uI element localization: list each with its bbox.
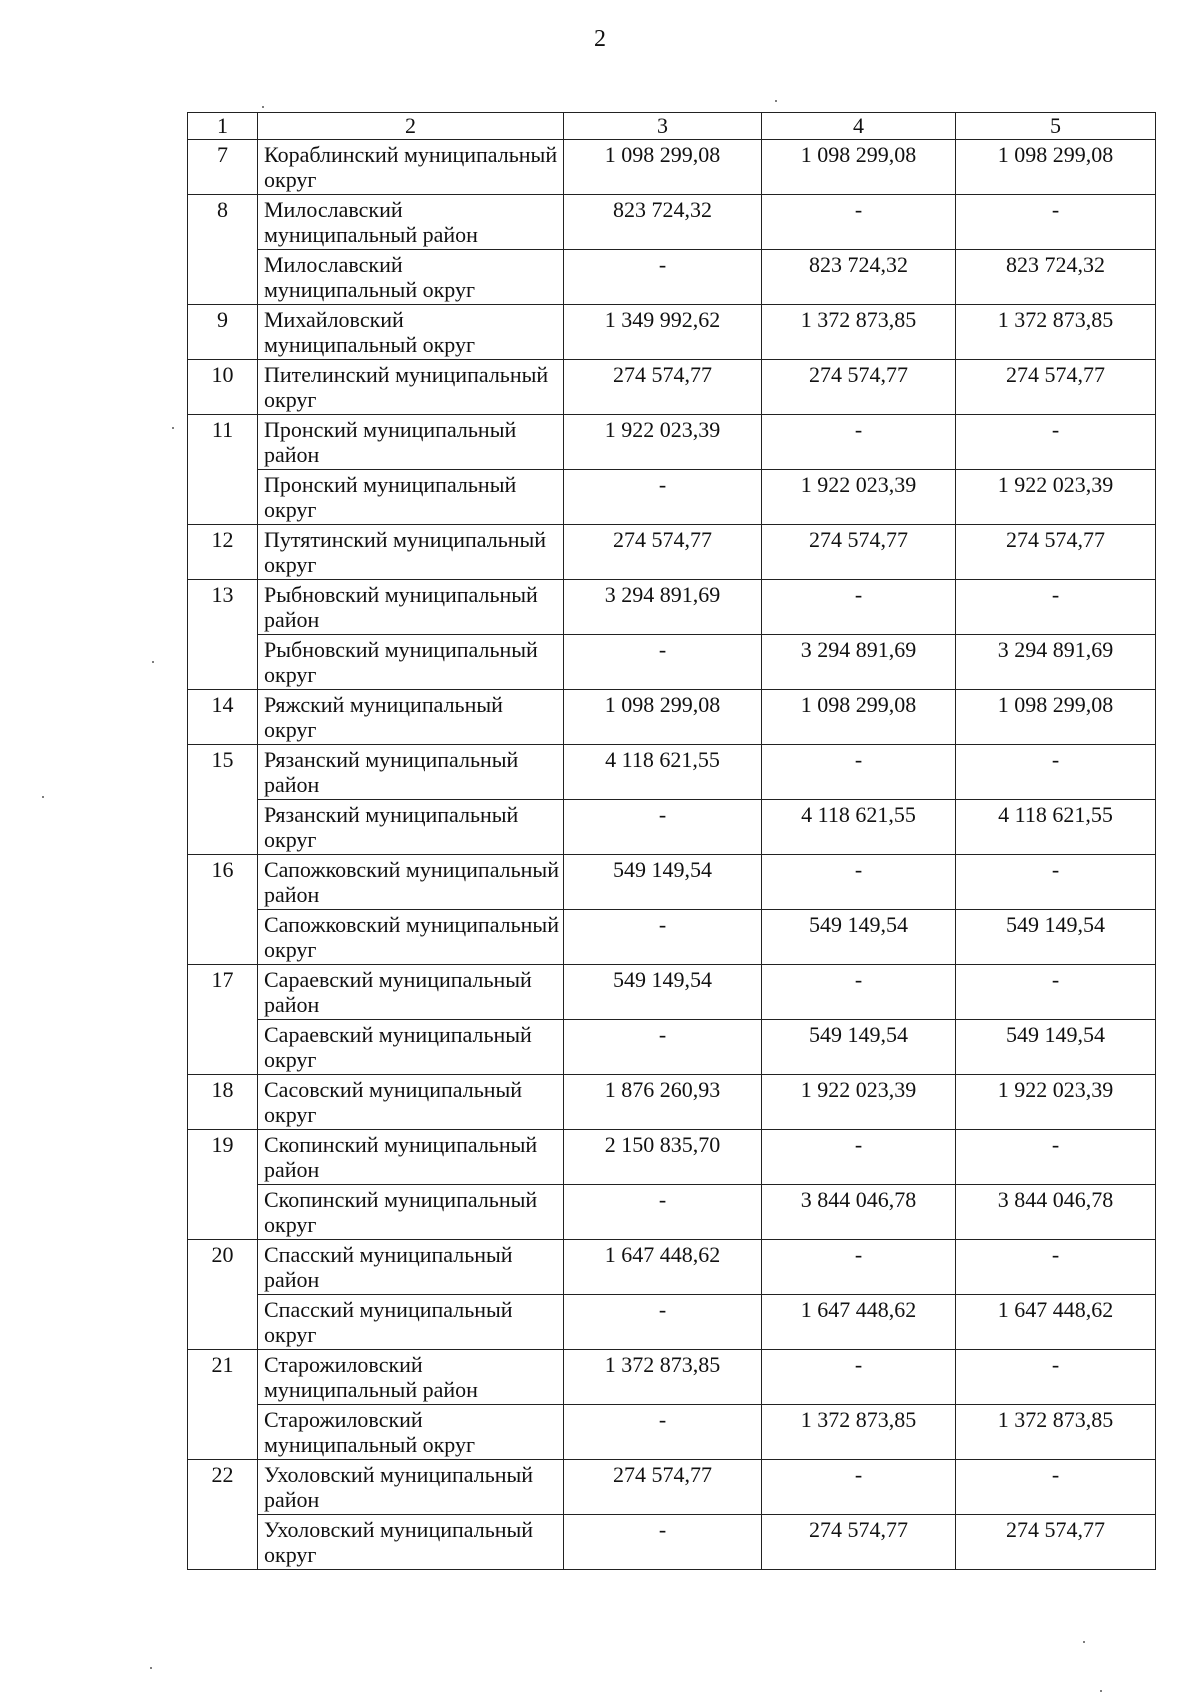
value-cell-col3: 1 098 299,08 xyxy=(564,140,762,195)
table-row xyxy=(188,140,1156,195)
value-cell-col3: 1 098 299,08 xyxy=(564,690,762,745)
table-row xyxy=(188,855,1156,910)
value-cell-col3: 549 149,54 xyxy=(564,965,762,1020)
municipality-name-cell: Путятинский муниципальный округ xyxy=(258,525,564,580)
municipality-name-cell: Рязанский муниципальный округ xyxy=(258,800,564,855)
value-cell-col5: 274 574,77 xyxy=(956,1515,1156,1570)
table-row xyxy=(188,965,1156,1020)
value-cell-col5: 1 098 299,08 xyxy=(956,690,1156,745)
value-cell-col5: 3 294 891,69 xyxy=(956,635,1156,690)
municipality-name-cell: Старожиловский муниципальный округ xyxy=(258,1405,564,1460)
row-number-cell: 13 xyxy=(188,580,258,690)
row-number-cell: 21 xyxy=(188,1350,258,1460)
scan-speck xyxy=(172,427,174,429)
table-row xyxy=(188,635,1156,690)
value-cell-col3: 1 876 260,93 xyxy=(564,1075,762,1130)
column-header-3: 3 xyxy=(564,113,762,140)
municipality-name-cell: Ряжский муниципальный округ xyxy=(258,690,564,745)
value-cell-col4: - xyxy=(762,855,956,910)
municipality-name-cell: Милославский муниципальный округ xyxy=(258,250,564,305)
row-number-cell: 9 xyxy=(188,305,258,360)
value-cell-col4: - xyxy=(762,580,956,635)
table-row xyxy=(188,910,1156,965)
scan-speck xyxy=(150,1667,152,1669)
row-number-cell: 8 xyxy=(188,195,258,305)
column-header-4: 4 xyxy=(762,113,956,140)
municipality-name-cell: Скопинский муниципальный район xyxy=(258,1130,564,1185)
municipality-name-cell: Сараевский муниципальный район xyxy=(258,965,564,1020)
table-row xyxy=(188,1460,1156,1515)
value-cell-col5: - xyxy=(956,1460,1156,1515)
table-row xyxy=(188,1350,1156,1405)
value-cell-col5: 823 724,32 xyxy=(956,250,1156,305)
municipality-name-cell: Ухоловский муниципальный район xyxy=(258,1460,564,1515)
table-row xyxy=(188,1240,1156,1295)
value-cell-col3: 1 922 023,39 xyxy=(564,415,762,470)
value-cell-col3: 823 724,32 xyxy=(564,195,762,250)
value-cell-col5: 3 844 046,78 xyxy=(956,1185,1156,1240)
value-cell-col4: - xyxy=(762,965,956,1020)
municipality-name-cell: Кораблинский муниципальный округ xyxy=(258,140,564,195)
table-row xyxy=(188,1075,1156,1130)
column-header-5: 5 xyxy=(956,113,1156,140)
row-number-cell: 14 xyxy=(188,690,258,745)
municipality-name-cell: Милославский муниципальный район xyxy=(258,195,564,250)
row-number-cell: 16 xyxy=(188,855,258,965)
value-cell-col5: 549 149,54 xyxy=(956,910,1156,965)
value-cell-col3: - xyxy=(564,1295,762,1350)
value-cell-col4: - xyxy=(762,1240,956,1295)
table-row xyxy=(188,690,1156,745)
municipality-name-cell: Пронский муниципальный район xyxy=(258,415,564,470)
row-number-cell: 19 xyxy=(188,1130,258,1240)
municipality-name-cell: Спасский муниципальный округ xyxy=(258,1295,564,1350)
value-cell-col3: - xyxy=(564,250,762,305)
value-cell-col5: 1 372 873,85 xyxy=(956,305,1156,360)
value-cell-col3: - xyxy=(564,1515,762,1570)
value-cell-col5: 1 098 299,08 xyxy=(956,140,1156,195)
table-row xyxy=(188,470,1156,525)
value-cell-col4: 1 098 299,08 xyxy=(762,690,956,745)
value-cell-col3: 2 150 835,70 xyxy=(564,1130,762,1185)
value-cell-col4: - xyxy=(762,195,956,250)
value-cell-col4: - xyxy=(762,1460,956,1515)
row-number-cell: 7 xyxy=(188,140,258,195)
municipality-name-cell: Спасский муниципальный район xyxy=(258,1240,564,1295)
scan-speck xyxy=(42,796,44,798)
table-row xyxy=(188,195,1156,250)
value-cell-col5: - xyxy=(956,195,1156,250)
table-row xyxy=(188,580,1156,635)
value-cell-col5: - xyxy=(956,1350,1156,1405)
value-cell-col3: - xyxy=(564,470,762,525)
page-number: 2 xyxy=(594,26,606,52)
municipality-name-cell: Рыбновский муниципальный округ xyxy=(258,635,564,690)
value-cell-col4: - xyxy=(762,415,956,470)
scan-speck xyxy=(1100,1690,1102,1692)
table-row xyxy=(188,360,1156,415)
value-cell-col4: 1 922 023,39 xyxy=(762,1075,956,1130)
value-cell-col5: - xyxy=(956,415,1156,470)
value-cell-col4: 1 372 873,85 xyxy=(762,1405,956,1460)
table-row xyxy=(188,1130,1156,1185)
row-number-cell: 22 xyxy=(188,1460,258,1570)
value-cell-col4: 1 098 299,08 xyxy=(762,140,956,195)
value-cell-col3: 549 149,54 xyxy=(564,855,762,910)
municipality-name-cell: Пронский муниципальный округ xyxy=(258,470,564,525)
scan-speck xyxy=(1083,1641,1085,1643)
column-header-2: 2 xyxy=(258,113,564,140)
column-number-row xyxy=(188,113,1156,140)
value-cell-col5: 1 647 448,62 xyxy=(956,1295,1156,1350)
value-cell-col5: - xyxy=(956,855,1156,910)
value-cell-col3: - xyxy=(564,1185,762,1240)
value-cell-col4: 274 574,77 xyxy=(762,525,956,580)
value-cell-col5: - xyxy=(956,1130,1156,1185)
table-row xyxy=(188,1405,1156,1460)
municipality-name-cell: Пителинский муниципальный округ xyxy=(258,360,564,415)
value-cell-col5: 274 574,77 xyxy=(956,525,1156,580)
municipality-name-cell: Рыбновский муниципальный район xyxy=(258,580,564,635)
table-row xyxy=(188,1020,1156,1075)
value-cell-col3: 1 372 873,85 xyxy=(564,1350,762,1405)
municipality-name-cell: Ухоловский муниципальный округ xyxy=(258,1515,564,1570)
value-cell-col3: - xyxy=(564,635,762,690)
column-header-1: 1 xyxy=(188,113,258,140)
municipality-name-cell: Рязанский муниципальный район xyxy=(258,745,564,800)
value-cell-col5: 4 118 621,55 xyxy=(956,800,1156,855)
value-cell-col5: - xyxy=(956,580,1156,635)
table-body xyxy=(188,113,1156,1570)
value-cell-col3: - xyxy=(564,1405,762,1460)
value-cell-col5: - xyxy=(956,965,1156,1020)
table-row xyxy=(188,1185,1156,1240)
value-cell-col4: 274 574,77 xyxy=(762,360,956,415)
table-row xyxy=(188,250,1156,305)
value-cell-col4: 1 647 448,62 xyxy=(762,1295,956,1350)
row-number-cell: 17 xyxy=(188,965,258,1075)
value-cell-col4: 549 149,54 xyxy=(762,910,956,965)
table-row xyxy=(188,1515,1156,1570)
row-number-cell: 15 xyxy=(188,745,258,855)
value-cell-col3: 274 574,77 xyxy=(564,1460,762,1515)
municipality-name-cell: Михайловский муниципальный округ xyxy=(258,305,564,360)
value-cell-col4: - xyxy=(762,1130,956,1185)
value-cell-col4: 4 118 621,55 xyxy=(762,800,956,855)
value-cell-col3: 3 294 891,69 xyxy=(564,580,762,635)
row-number-cell: 20 xyxy=(188,1240,258,1350)
value-cell-col4: 3 294 891,69 xyxy=(762,635,956,690)
table-row xyxy=(188,415,1156,470)
value-cell-col5: 549 149,54 xyxy=(956,1020,1156,1075)
value-cell-col3: 4 118 621,55 xyxy=(564,745,762,800)
municipality-name-cell: Сапожковский муниципальный округ xyxy=(258,910,564,965)
table-row xyxy=(188,800,1156,855)
value-cell-col3: 1 349 992,62 xyxy=(564,305,762,360)
value-cell-col4: - xyxy=(762,745,956,800)
value-cell-col4: 549 149,54 xyxy=(762,1020,956,1075)
value-cell-col3: - xyxy=(564,800,762,855)
municipality-name-cell: Сапожковский муниципальный район xyxy=(258,855,564,910)
value-cell-col3: 274 574,77 xyxy=(564,360,762,415)
scan-speck xyxy=(152,661,154,663)
value-cell-col5: 1 372 873,85 xyxy=(956,1405,1156,1460)
value-cell-col4: 3 844 046,78 xyxy=(762,1185,956,1240)
allocation-table xyxy=(187,112,1156,1570)
table-row xyxy=(188,305,1156,360)
value-cell-col4: 823 724,32 xyxy=(762,250,956,305)
value-cell-col5: 1 922 023,39 xyxy=(956,470,1156,525)
value-cell-col5: 1 922 023,39 xyxy=(956,1075,1156,1130)
value-cell-col4: 1 922 023,39 xyxy=(762,470,956,525)
value-cell-col4: 1 372 873,85 xyxy=(762,305,956,360)
municipality-name-cell: Скопинский муниципальный округ xyxy=(258,1185,564,1240)
table-row xyxy=(188,525,1156,580)
value-cell-col5: - xyxy=(956,745,1156,800)
value-cell-col3: 1 647 448,62 xyxy=(564,1240,762,1295)
row-number-cell: 10 xyxy=(188,360,258,415)
row-number-cell: 12 xyxy=(188,525,258,580)
municipality-name-cell: Сасовский муниципальный округ xyxy=(258,1075,564,1130)
value-cell-col3: 274 574,77 xyxy=(564,525,762,580)
row-number-cell: 11 xyxy=(188,415,258,525)
value-cell-col4: - xyxy=(762,1350,956,1405)
scan-speck xyxy=(262,106,264,108)
value-cell-col5: 274 574,77 xyxy=(956,360,1156,415)
value-cell-col4: 274 574,77 xyxy=(762,1515,956,1570)
value-cell-col3: - xyxy=(564,1020,762,1075)
table-row xyxy=(188,745,1156,800)
municipality-name-cell: Старожиловский муниципальный район xyxy=(258,1350,564,1405)
value-cell-col3: - xyxy=(564,910,762,965)
row-number-cell: 18 xyxy=(188,1075,258,1130)
value-cell-col5: - xyxy=(956,1240,1156,1295)
table-row xyxy=(188,1295,1156,1350)
municipality-name-cell: Сараевский муниципальный округ xyxy=(258,1020,564,1075)
scan-speck xyxy=(775,100,777,102)
